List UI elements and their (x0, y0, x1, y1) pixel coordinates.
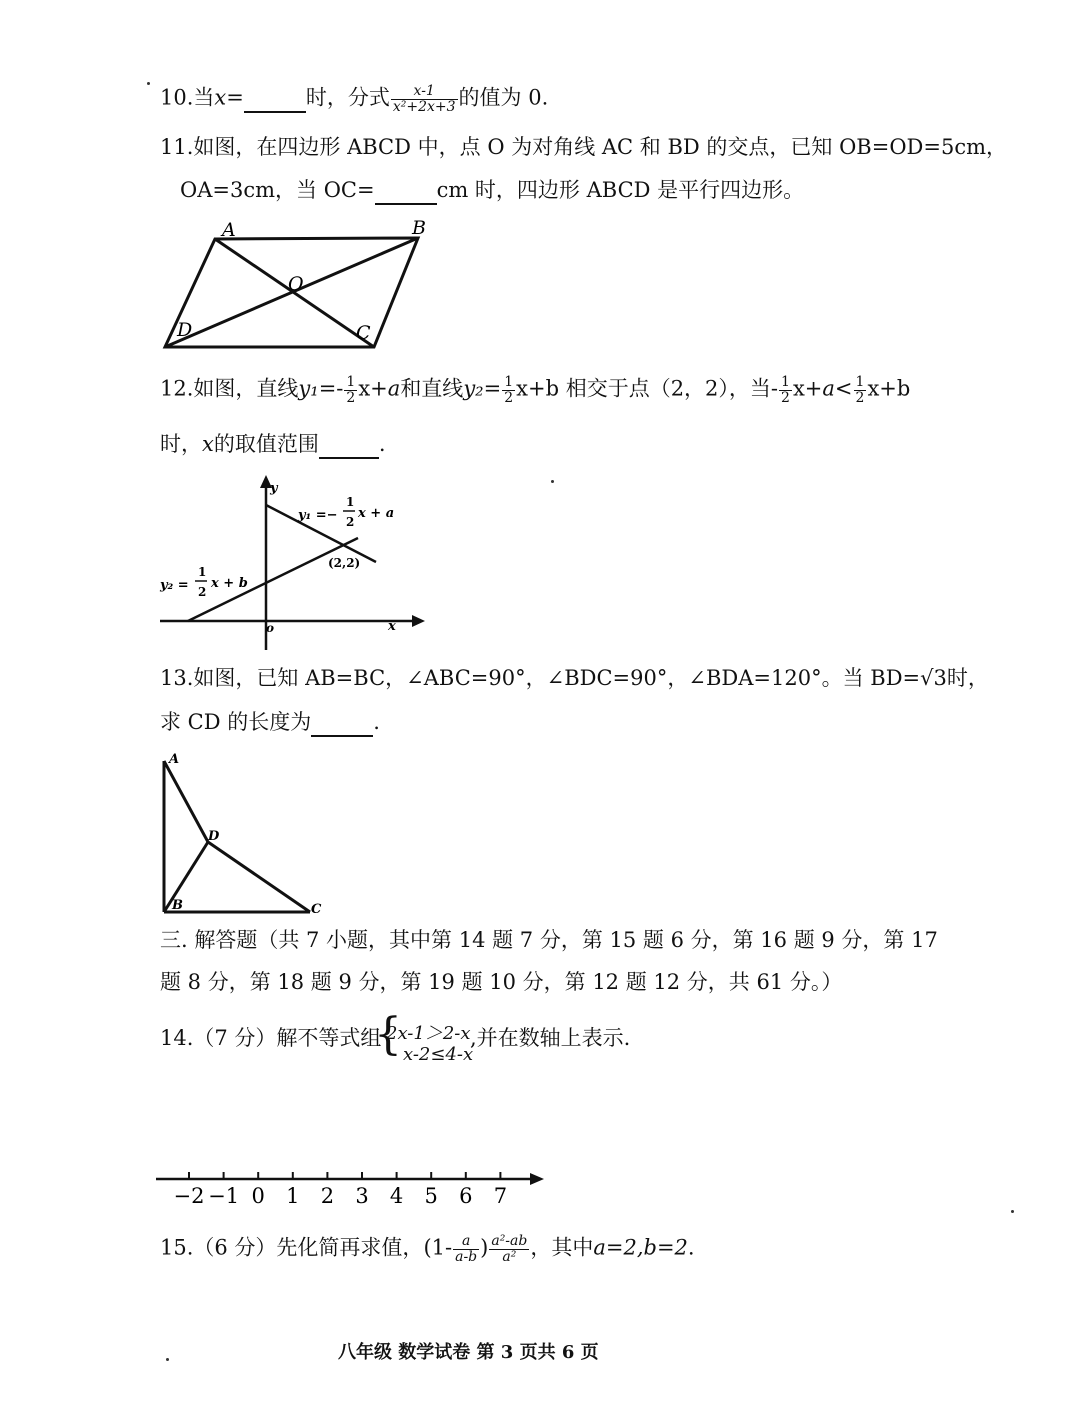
answer-blank-12[interactable] (319, 432, 379, 459)
segment-ad (164, 761, 208, 842)
number-line-label: 0 (251, 1184, 265, 1208)
number-line-arrow (530, 1173, 544, 1185)
label-b: B (412, 217, 426, 239)
answer-blank-10[interactable] (244, 86, 306, 113)
question-13-line2: 求 CD 的长度为 . (160, 710, 380, 737)
question-14-lead: 14.（7 分）解不等式组 (160, 1026, 382, 1050)
y2-frac-den: 2 (198, 585, 207, 599)
scan-speck (166, 1358, 169, 1361)
triangle-figure (150, 745, 340, 925)
y2-equation-tail: x + b (211, 576, 248, 591)
label-a: A (222, 219, 236, 241)
number-line-label: 7 (493, 1184, 508, 1208)
question-12-line1: 12.如图，直线y₁=- $\frac{1}{2}$ x+a和直线y₂= $\frac{1}{2}$ x+b 相交于点（2，2），当- $\frac{1}{2}$ x+a< $\frac{1}{2}$ x+b (160, 374, 911, 406)
label-b: B (172, 898, 183, 913)
fraction-half: $\frac{1}{2}$ (504, 374, 514, 406)
number-line-label: 4 (389, 1184, 404, 1208)
section-3-line1: 三. 解答题（共 7 小题，其中第 14 题 7 分，第 15 题 6 分，第 16 题 9 分，第 17 (160, 928, 938, 952)
question-11-line2: OA=3cm，当 OC= cm 时，四边形 ABCD 是平行四边形。 (180, 178, 804, 205)
page-footer: 八年级 数学试卷 第 3 页共 6 页 (338, 1342, 599, 1363)
fraction-a2-ab-over-a2: $\frac{\text{a²-ab}}{\text{a²}}$ (491, 1233, 528, 1265)
question-14-tail: ,并在数轴上表示. (470, 1026, 631, 1050)
fraction-a-over-a-minus-b: $\frac{a}{a-b}$ (455, 1233, 478, 1265)
question-11-line1: 11.如图，在四边形 ABCD 中，点 O 为对角线 AC 和 BD 的交点，已知 OB=OD=5cm， (160, 135, 1008, 159)
label-c: C (356, 322, 371, 344)
section-3-line2: 题 8 分，第 18 题 9 分，第 19 题 10 分，第 12 题 12 分，共 61 分。） (160, 970, 843, 994)
system-brace: { (374, 1009, 402, 1060)
coordinate-graph (150, 470, 430, 660)
label-d: D (177, 319, 193, 341)
answer-blank-13[interactable] (311, 710, 373, 737)
number-line-label: −1 (208, 1184, 240, 1208)
y1-equation: y₁ =− (298, 508, 338, 523)
label-d: D (208, 829, 220, 844)
answer-blank-11[interactable] (375, 178, 437, 205)
question-15: 15.（6 分）先化简再求值，(1- $\frac{a}{a-b}$ ) $\frac{\text{a²-ab}}{\text{a²}}$ ，其中a=2,b=2. (160, 1233, 695, 1265)
number-line-label: 3 (355, 1184, 369, 1208)
question-10: 10.当x= 时，分式 $\frac{x-1}{\text{x²+2x+3}}$ 的值为 0. (160, 83, 549, 115)
y1-frac-num: 1 (346, 495, 355, 509)
scan-speck (1011, 1210, 1014, 1213)
parallelogram-figure (150, 210, 440, 360)
label-o: O (288, 273, 304, 295)
number-line-label: 5 (424, 1184, 438, 1208)
x-arrow (412, 615, 425, 627)
inequality-1: 2x-1＞2-x (386, 1023, 471, 1044)
scan-speck (551, 480, 554, 483)
question-12-line2: 时，x的取值范围 . (160, 432, 386, 459)
scan-speck (147, 82, 150, 85)
y1-frac-den: 2 (346, 515, 355, 529)
intersection-label: (2,2) (328, 556, 361, 570)
y2-equation: y₂ = (160, 578, 189, 593)
fraction: $\frac{x-1}{\text{x²+2x+3}}$ (392, 83, 456, 115)
y1-equation-tail: x + a (358, 506, 395, 521)
fraction-half: $\frac{1}{2}$ (781, 374, 790, 406)
label-a: A (169, 752, 180, 767)
label-c: C (311, 902, 322, 917)
fraction-half: $\frac{1}{2}$ (346, 374, 356, 406)
number-line-label: −2 (173, 1184, 205, 1208)
segment-dc (208, 842, 310, 912)
number-line-label: 1 (286, 1184, 300, 1208)
fraction-half: $\frac{1}{2}$ (855, 374, 865, 406)
origin-label: o (266, 621, 275, 635)
number-line-label: 2 (320, 1184, 335, 1208)
question-13-line1: 13.如图，已知 AB=BC，∠ABC=90°，∠BDC=90°，∠BDA=120°。当 BD=√3时， (160, 666, 989, 690)
x-axis-label: x (388, 619, 396, 634)
number-line (150, 1162, 560, 1212)
segment-bd (164, 842, 208, 912)
y2-frac-num: 1 (198, 565, 207, 579)
inequality-2: x-2≤4-x (403, 1044, 474, 1065)
number-line-label: 6 (459, 1184, 473, 1208)
y-axis-label: y (270, 481, 278, 496)
var-x: x (214, 85, 227, 110)
